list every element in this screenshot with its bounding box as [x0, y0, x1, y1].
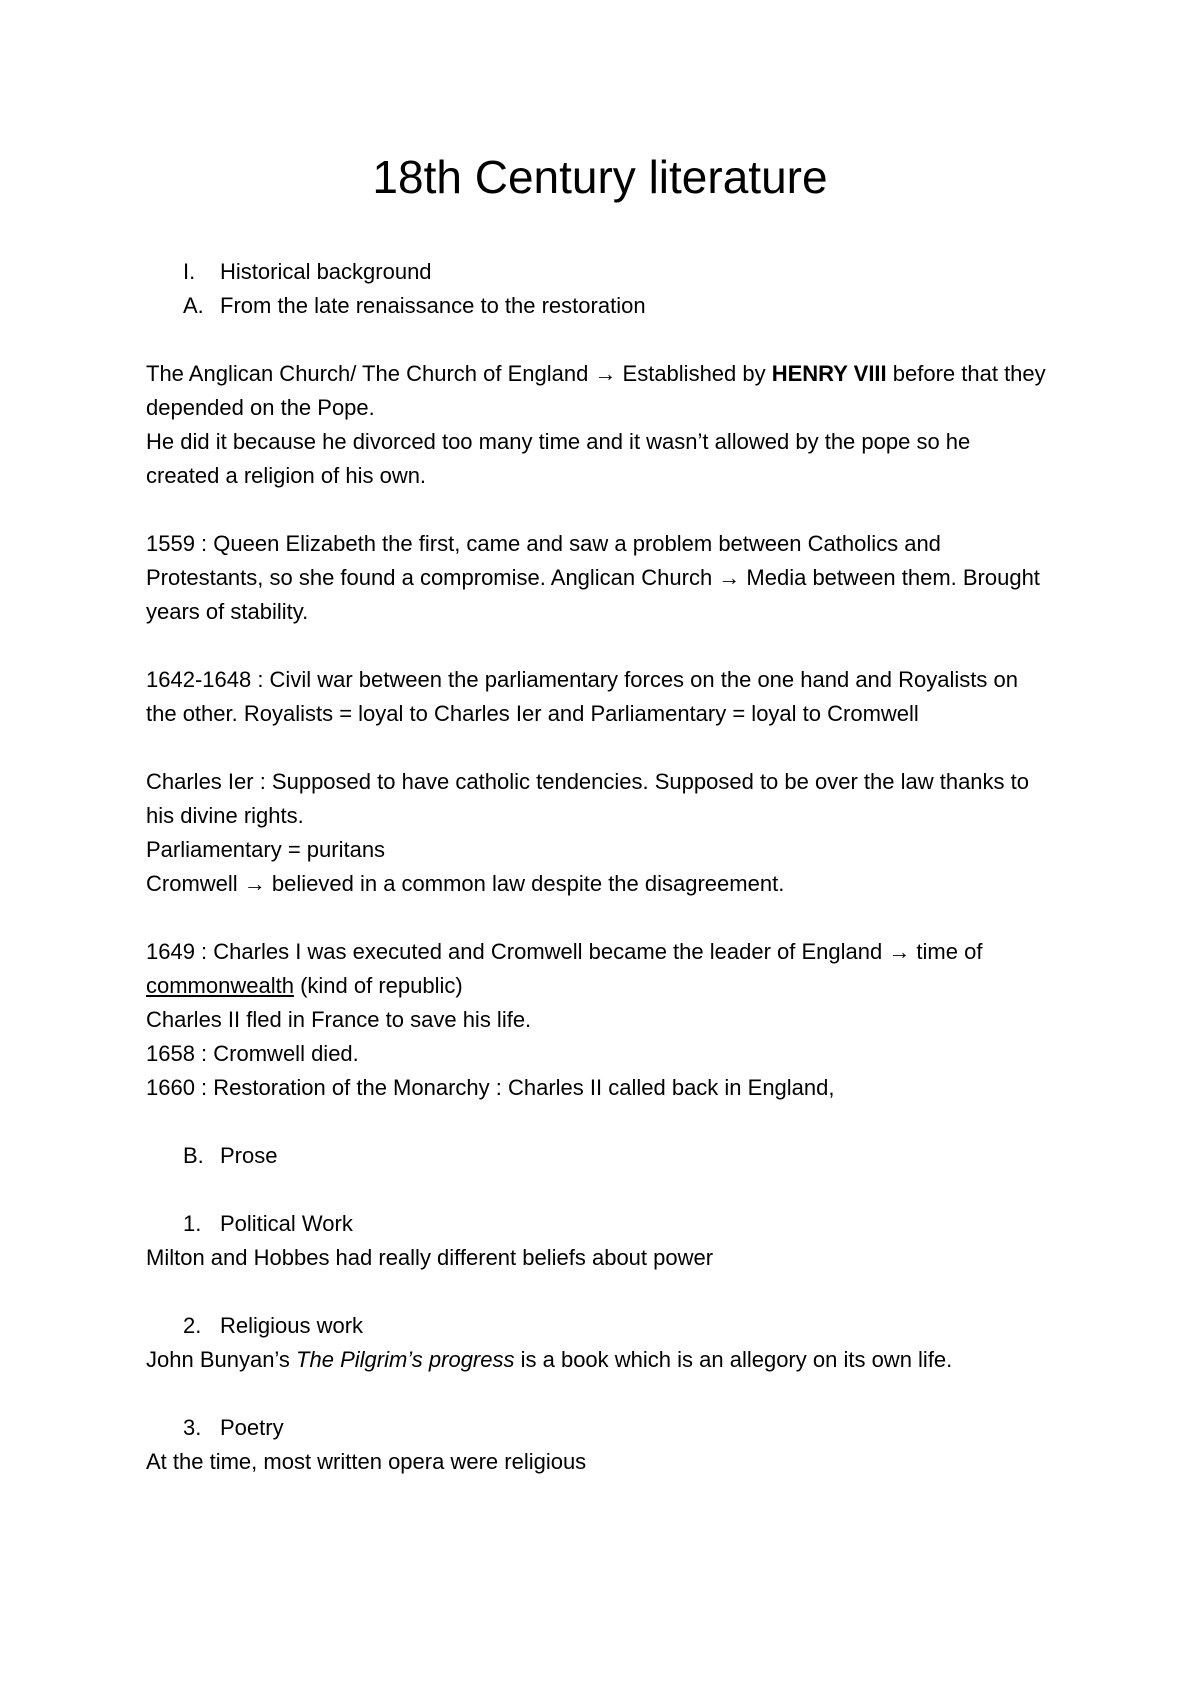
underlined-text: commonwealth — [146, 973, 294, 998]
text-span: is a book which is an allegory on its own life. — [514, 1347, 953, 1372]
paragraph-line — [146, 1346, 952, 1374]
paragraph-line: Milton and Hobbes had really different beliefs about power — [146, 1245, 714, 1270]
paragraph-line: 1660 : Restoration of the Monarchy : Charles II called back in England, — [146, 1075, 835, 1100]
paragraph-line: depended on the Pope. — [146, 395, 375, 420]
paragraph-line: 1649 : Charles I was executed and Cromwell became the leader of England → time of — [146, 939, 983, 964]
paragraph-line: Parliamentary = puritans — [146, 837, 386, 862]
outline-marker: 2. — [183, 1313, 202, 1338]
paragraph-line: years of stability. — [146, 599, 309, 624]
paragraph-line — [146, 360, 1046, 388]
italic-book-title: The Pilgrim’s progress — [296, 1347, 515, 1372]
outline-marker: I. — [183, 259, 196, 284]
outline-label: Prose — [220, 1143, 278, 1168]
outline-marker: 3. — [183, 1415, 202, 1440]
outline-label: From the late renaissance to the restoration — [220, 293, 646, 318]
outline-label: Political Work — [220, 1211, 353, 1236]
outline-label: Poetry — [220, 1415, 284, 1440]
paragraph-line — [146, 972, 463, 1000]
text-span: The Anglican Church/ The Church of England → Established by — [146, 361, 772, 386]
outline-marker: A. — [183, 293, 204, 318]
paragraph-line: At the time, most written opera were religious — [146, 1449, 587, 1474]
outline-label: Religious work — [220, 1313, 364, 1338]
paragraph-line: He did it because he divorced too many time and it wasn’t allowed by the pope so he — [146, 429, 971, 454]
paragraph-line: his divine rights. — [146, 803, 304, 828]
paragraph-line: Protestants, so she found a compromise. Anglican Church → Media between them. Brought — [146, 565, 1040, 590]
paragraph-line: created a religion of his own. — [146, 463, 427, 488]
paragraph-line: the other. Royalists = loyal to Charles Ier and Parliamentary = loyal to Cromwell — [146, 701, 919, 726]
paragraph-line: Charles Ier : Supposed to have catholic tendencies. Supposed to be over the law thanks to — [146, 769, 1029, 794]
bold-text: HENRY VIII — [771, 361, 887, 386]
outline-marker: B. — [183, 1143, 204, 1168]
text-span: before that they — [886, 361, 1046, 386]
paragraph-line: Charles II fled in France to save his life. — [146, 1007, 532, 1032]
paragraph-line: Cromwell → believed in a common law despite the disagreement. — [146, 871, 785, 896]
paragraph-line: 1642-1648 : Civil war between the parliamentary forces on the one hand and Royalists on — [146, 667, 1018, 692]
text-span: John Bunyan’s — [146, 1347, 297, 1372]
paragraph-line: 1559 : Queen Elizabeth the first, came and saw a problem between Catholics and — [146, 531, 941, 556]
outline-marker: 1. — [183, 1211, 202, 1236]
outline-label: Historical background — [220, 259, 432, 284]
page-title: 18th Century literature — [372, 151, 828, 203]
paragraph-line: 1658 : Cromwell died. — [146, 1041, 359, 1066]
text-span: (kind of republic) — [293, 973, 463, 998]
